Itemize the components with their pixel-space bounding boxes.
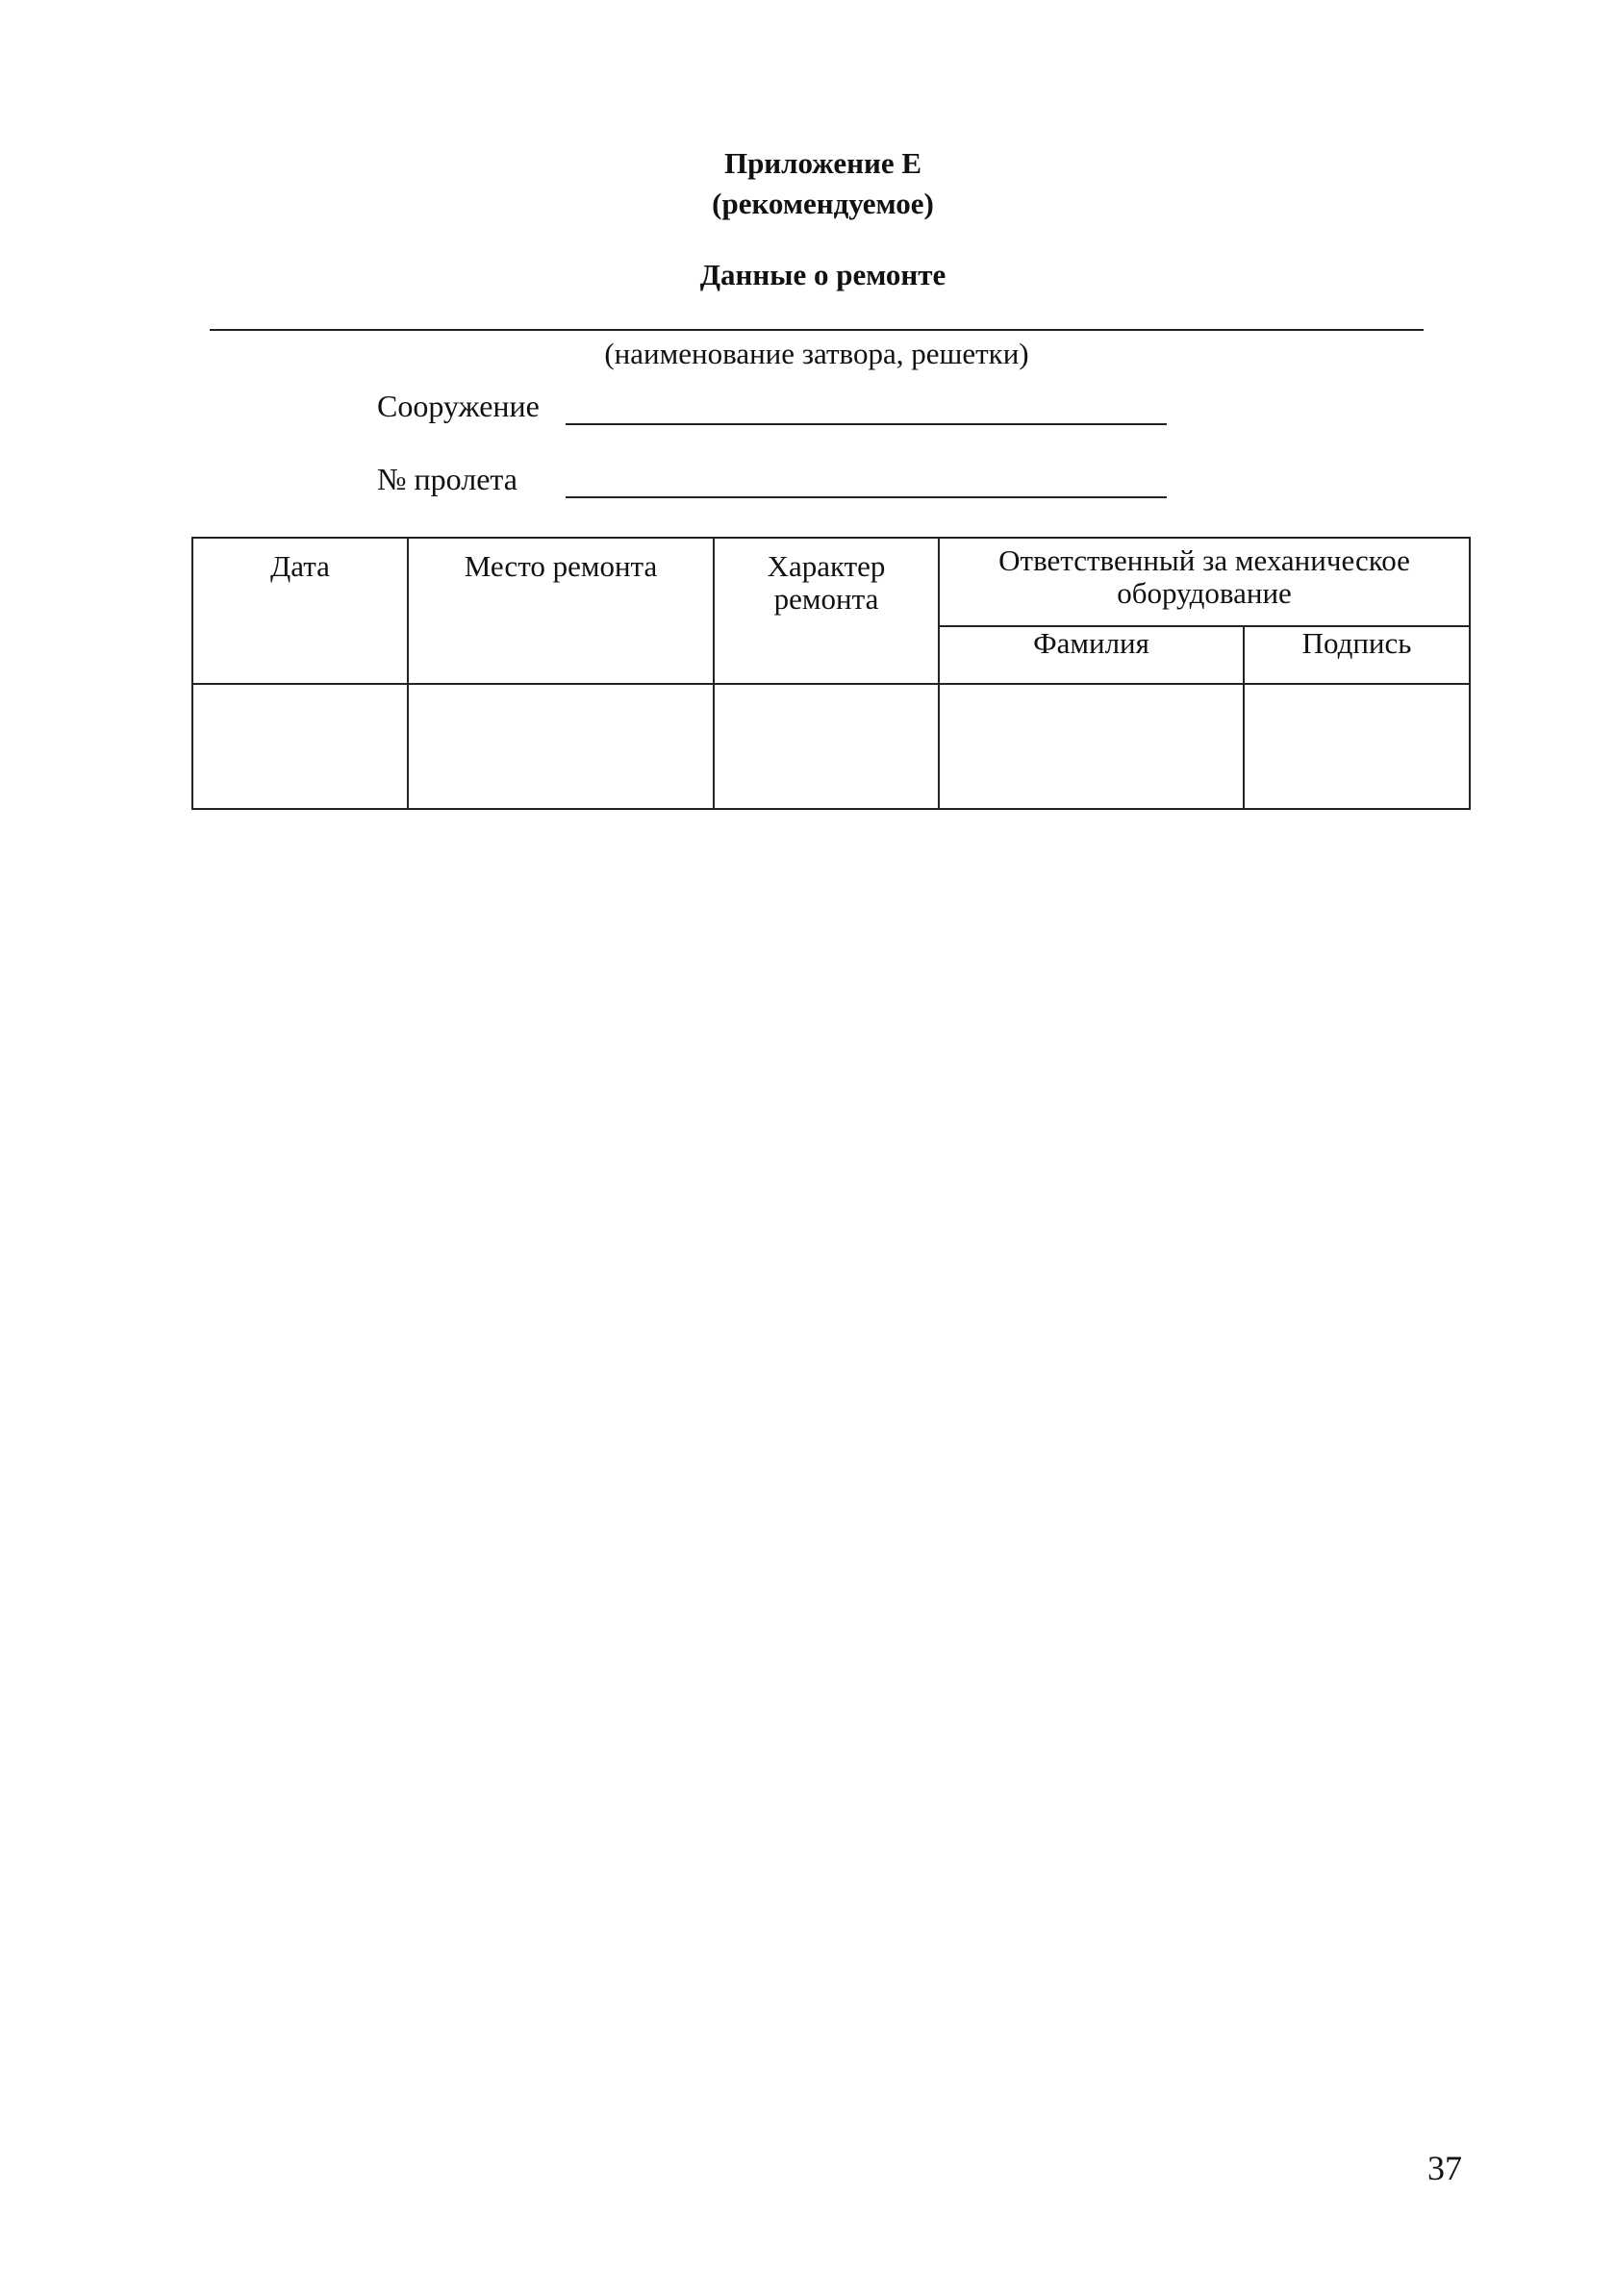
structure-blank-line (566, 423, 1167, 425)
table-cell-place (408, 684, 714, 809)
header-date: Дата (192, 538, 408, 684)
table-cell-date (192, 684, 408, 809)
table-cell-surname (939, 684, 1244, 809)
span-number-blank-line (566, 496, 1167, 498)
header-signature: Подпись (1244, 626, 1470, 684)
header-repair-kind: Характер ремонта (714, 538, 939, 684)
repair-data-table (191, 537, 1471, 810)
document-heading: Данные о ремонте (699, 258, 946, 291)
span-number-label: № пролета (377, 462, 517, 496)
table-header-row (192, 538, 1470, 626)
table-cell-kind (714, 684, 939, 809)
table-cell-signature (1244, 684, 1470, 809)
structure-label: Сооружение (377, 389, 540, 423)
appendix-subtitle: (рекомендуемое) (712, 187, 934, 220)
page-number: 37 (1427, 2149, 1462, 2187)
table-row (192, 684, 1470, 809)
header-responsible: Ответственный за механическое оборудование (939, 538, 1470, 626)
gate-name-blank-line (210, 329, 1424, 331)
appendix-title: Приложение Е (723, 146, 922, 180)
header-surname: Фамилия (939, 626, 1244, 684)
gate-name-caption: (наименование затвора, решетки) (604, 337, 1029, 370)
header-repair-place: Место ремонта (408, 538, 714, 684)
